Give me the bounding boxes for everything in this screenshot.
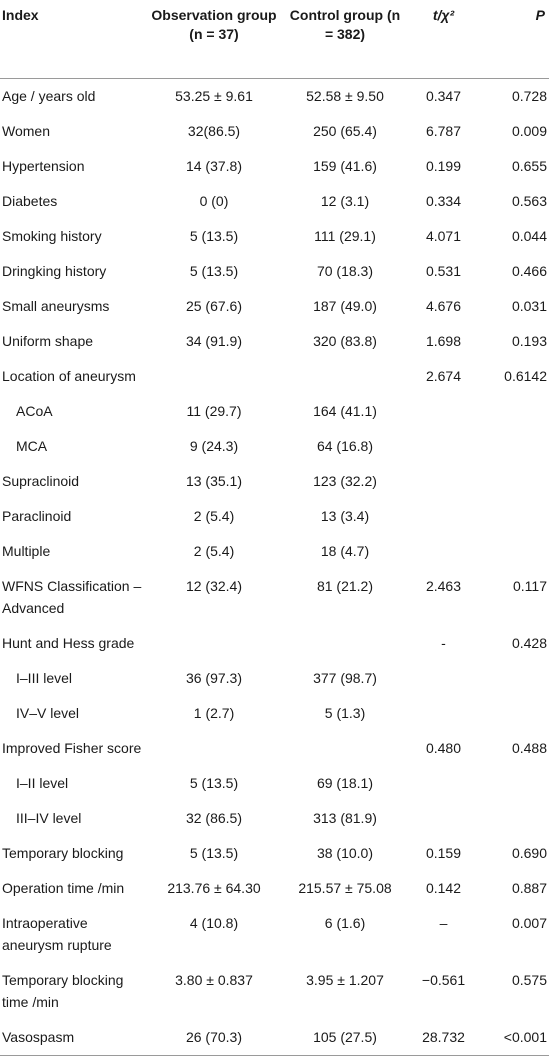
observation-value: 4 (10.8): [189, 915, 239, 931]
table-row: [0, 871, 549, 906]
row-label: Supraclinoid: [2, 473, 80, 489]
p-value: 0.031: [511, 298, 547, 314]
table-row: [0, 79, 549, 115]
observation-value: 9 (24.3): [189, 438, 239, 454]
table-row: [0, 696, 549, 731]
statistic-value: [408, 429, 479, 464]
statistic-value: [408, 464, 479, 499]
row-label: Age / years old: [2, 88, 96, 104]
p-value: [479, 534, 549, 569]
row-label: Multiple: [2, 543, 51, 559]
p-value: 0.193: [511, 333, 547, 349]
p-value: 0.007: [511, 915, 547, 931]
p-value: [479, 801, 549, 836]
control-value: 70 (18.3): [316, 263, 374, 279]
p-value: 0.728: [511, 88, 547, 104]
table-row: [0, 534, 549, 569]
statistic-value: 0.531: [425, 263, 462, 279]
observation-value: [146, 731, 282, 766]
observation-value: 2 (5.4): [193, 508, 235, 524]
control-value: 12 (3.1): [320, 193, 370, 209]
table-row: [0, 114, 549, 149]
table-row: [0, 359, 549, 394]
observation-value: 53.25 ± 9.61: [175, 88, 253, 104]
control-value: 377 (98.7): [313, 670, 377, 686]
observation-value: [146, 359, 282, 394]
table-row: [0, 731, 549, 766]
p-value: [479, 661, 549, 696]
row-label: Diabetes: [2, 193, 58, 209]
statistic-value: 0.159: [425, 845, 462, 861]
table-body: [0, 79, 549, 1056]
row-label: I–III level: [16, 670, 73, 686]
observation-value: 3.80 ± 0.837: [175, 972, 253, 988]
p-value: [479, 766, 549, 801]
header-observation-group: Observation group (n = 37): [146, 0, 282, 79]
control-value: 5 (1.3): [324, 705, 366, 721]
control-value: 215.57 ± 75.08: [298, 880, 392, 896]
statistic-value: 2.674: [425, 368, 462, 384]
row-label: Hunt and Hess grade: [2, 635, 135, 651]
p-value: 0.690: [511, 845, 547, 861]
statistic-value: [408, 696, 479, 731]
table-header: [0, 0, 549, 79]
header-test-statistic: t/χ²: [408, 0, 479, 79]
control-value: 81 (21.2): [316, 578, 374, 594]
row-label: ACoA: [16, 403, 53, 419]
control-value: 111 (29.1): [314, 228, 376, 244]
control-value: 3.95 ± 1.207: [306, 972, 384, 988]
control-value: 38 (10.0): [316, 845, 374, 861]
p-value: 0.117: [513, 578, 547, 594]
statistic-value: −0.561: [421, 972, 466, 988]
control-value: 123 (32.2): [313, 473, 377, 489]
observation-value: 1 (2.7): [193, 705, 235, 721]
statistic-value: [408, 394, 479, 429]
table-row: [0, 906, 549, 963]
control-value: [282, 626, 408, 661]
p-value: [479, 464, 549, 499]
table-row: [0, 626, 549, 661]
p-value: 0.655: [511, 158, 547, 174]
statistic-value: 4.071: [425, 228, 462, 244]
row-label: Uniform shape: [2, 333, 94, 349]
row-label: Improved Fisher score: [2, 740, 142, 756]
control-value: 6 (1.6): [324, 915, 366, 931]
row-label: Smoking history: [2, 228, 102, 244]
row-label: IV–V level: [16, 705, 80, 721]
observation-value: 5 (13.5): [189, 263, 239, 279]
statistic-value: 4.676: [425, 298, 462, 314]
statistic-value: [408, 661, 479, 696]
observation-value: 26 (70.3): [146, 1020, 282, 1056]
p-value: 0.887: [511, 880, 547, 896]
p-value: 0.466: [511, 263, 547, 279]
table-row: [0, 149, 549, 184]
table-row: [0, 766, 549, 801]
table-row: [0, 184, 549, 219]
control-value: 250 (65.4): [313, 123, 377, 139]
control-value: 69 (18.1): [316, 775, 374, 791]
table-row: [0, 1020, 549, 1056]
table-row: [0, 499, 549, 534]
statistic-value: 0.480: [425, 740, 462, 756]
observation-value: 2 (5.4): [193, 543, 235, 559]
control-value: 159 (41.6): [313, 158, 377, 174]
table-row: [0, 464, 549, 499]
table-row: [0, 836, 549, 871]
observation-value: 213.76 ± 64.30: [167, 880, 261, 896]
table-row: [0, 801, 549, 836]
observation-value: [146, 626, 282, 661]
p-value: 0.6142: [504, 368, 547, 384]
statistic-value: -: [441, 635, 446, 651]
control-value: 105 (27.5): [282, 1020, 408, 1056]
statistic-value: [408, 801, 479, 836]
observation-value: 13 (35.1): [185, 473, 243, 489]
p-value: 0.009: [511, 123, 547, 139]
row-label: Paraclinoid: [2, 508, 72, 524]
header-index: Index: [0, 0, 146, 79]
p-value: [479, 696, 549, 731]
row-label: Intraoperative aneurysm rupture: [2, 915, 112, 953]
statistic-value: 0.347: [425, 88, 462, 104]
table-row: [0, 394, 549, 429]
observation-value: 5 (13.5): [189, 845, 239, 861]
observation-value: 5 (13.5): [189, 228, 239, 244]
row-label: Vasospasm: [0, 1020, 146, 1056]
statistic-value: [408, 766, 479, 801]
control-value: 320 (83.8): [313, 333, 377, 349]
header-control-group: Control group (n = 382): [282, 0, 408, 79]
table-row: [0, 324, 549, 359]
statistic-value: 0.334: [425, 193, 462, 209]
statistic-value: [408, 534, 479, 569]
p-value: [479, 394, 549, 429]
header-row: [0, 0, 549, 79]
control-value: 164 (41.1): [313, 403, 377, 419]
observation-value: 36 (97.3): [185, 670, 243, 686]
row-label: Temporary blocking time /min: [2, 972, 124, 1010]
p-value: <0.001: [479, 1020, 549, 1056]
observation-value: 12 (32.4): [185, 578, 243, 594]
control-value: 52.58 ± 9.50: [306, 88, 384, 104]
table-row: [0, 219, 549, 254]
control-value: [282, 731, 408, 766]
row-label: Operation time /min: [2, 880, 125, 896]
observation-value: 5 (13.5): [189, 775, 239, 791]
row-label: Hypertension: [2, 158, 85, 174]
p-value: 0.428: [511, 635, 547, 651]
control-value: 18 (4.7): [320, 543, 370, 559]
header-p-value: P: [479, 0, 549, 79]
control-value: 13 (3.4): [320, 508, 370, 524]
control-value: 313 (81.9): [313, 810, 377, 826]
statistic-value: 0.199: [425, 158, 462, 174]
statistic-value: –: [439, 915, 448, 931]
row-label: Women: [2, 123, 50, 139]
p-value: [479, 429, 549, 464]
control-value: 187 (49.0): [313, 298, 377, 314]
row-label: Small aneurysms: [2, 298, 110, 314]
p-value: 0.488: [511, 740, 547, 756]
statistic-value: 1.698: [425, 333, 462, 349]
observation-value: 32(86.5): [187, 123, 241, 139]
control-value: [282, 359, 408, 394]
observation-value: 32 (86.5): [185, 810, 243, 826]
statistic-value: 2.463: [425, 578, 462, 594]
row-label: WFNS Classification – Advanced: [2, 578, 142, 616]
table-row: [0, 289, 549, 324]
row-label: Temporary blocking: [2, 845, 124, 861]
observation-value: 34 (91.9): [185, 333, 243, 349]
statistic-value: 6.787: [425, 123, 462, 139]
p-value: 0.563: [511, 193, 547, 209]
observation-value: 11 (29.7): [186, 403, 242, 419]
row-label: III–IV level: [16, 810, 82, 826]
row-label: MCA: [16, 438, 48, 454]
table-row: [0, 661, 549, 696]
observation-value: 14 (37.8): [185, 158, 243, 174]
statistic-value: 28.732: [408, 1020, 479, 1056]
observation-value: 0 (0): [199, 193, 229, 209]
p-value: 0.044: [511, 228, 547, 244]
p-value: 0.575: [511, 972, 547, 988]
control-value: 64 (16.8): [316, 438, 374, 454]
p-value: [479, 499, 549, 534]
row-label: Dringking history: [2, 263, 107, 279]
statistic-value: [408, 499, 479, 534]
table-row: [0, 569, 549, 626]
table-row: [0, 963, 549, 1020]
row-label: I–II level: [16, 775, 69, 791]
table-row: [0, 254, 549, 289]
observation-value: 25 (67.6): [185, 298, 243, 314]
row-label: Location of aneurysm: [2, 368, 136, 384]
statistic-value: 0.142: [425, 880, 462, 896]
table-row: [0, 429, 549, 464]
